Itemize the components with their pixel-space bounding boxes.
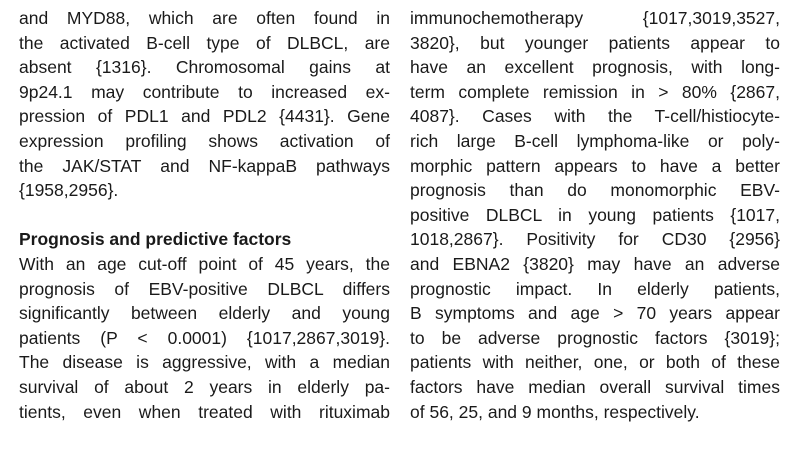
text-line: prognosis of EBV-positive DLBCL differs xyxy=(19,278,390,299)
text-line: prognostic impact. In elderly patients, xyxy=(410,278,780,299)
text-line: the activated B-cell type of DLBCL, are xyxy=(19,32,390,53)
text-line: pression of PDL1 and PDL2 {4431}. Gene xyxy=(19,106,390,127)
text-line: 3820}, but younger patients appear to xyxy=(410,32,780,53)
text-line: and EBNA2 {3820} may have an adverse xyxy=(410,253,780,274)
text-line: to be adverse prognostic factors {3019}; xyxy=(410,327,780,348)
paragraph-gap xyxy=(19,203,390,228)
text-line: significantly between elderly and young xyxy=(19,303,390,324)
text-line: survival of about 2 years in elderly pa- xyxy=(19,376,390,397)
text-line: tients, even when treated with rituximab xyxy=(19,401,390,422)
text-line: {1958,2956}. xyxy=(19,180,119,201)
left-column xyxy=(19,6,390,424)
text-line: The disease is aggressive, with a median xyxy=(19,352,390,373)
text-line: factors have median overall survival times xyxy=(410,376,780,397)
text-line: have an excellent prognosis, with long- xyxy=(410,57,780,78)
text-line: B symptoms and age > 70 years appear xyxy=(410,303,780,324)
text-line: of 56, 25, and 9 months, respectively. xyxy=(410,401,700,422)
text-line: 9p24.1 may contribute to increased ex- xyxy=(19,81,390,102)
text-line: positive DLBCL in young patients {1017, xyxy=(410,204,780,225)
text-line: term complete remission in > 80% {2867, xyxy=(410,81,780,102)
paragraph-prognosis xyxy=(19,252,390,424)
text-line: absent {1316}. Chromosomal gains at xyxy=(19,57,390,78)
text-line: immunochemotherapy {1017,3019,3527, xyxy=(410,8,780,28)
text-line: 4087}. Cases with the T-cell/histiocyte- xyxy=(410,106,780,127)
text-line: expression profiling shows activation of xyxy=(19,130,390,151)
text-line: 1018,2867}. Positivity for CD30 {2956} xyxy=(410,229,780,250)
text-line: patients with neither, one, or both of these xyxy=(410,352,780,373)
text-line: morphic pattern appears to have a better xyxy=(410,155,780,176)
text-line: the JAK/STAT and NF-kappaB pathways xyxy=(19,155,390,176)
text-line: With an age cut-off point of 45 years, the xyxy=(19,253,390,274)
section-heading: Prognosis and predictive factors xyxy=(19,229,292,250)
text-line: prognosis than do monomorphic EBV- xyxy=(410,180,780,201)
right-column xyxy=(410,6,780,424)
text-line: patients (P < 0.0001) {1017,2867,3019}. xyxy=(19,327,390,348)
text-line: rich large B-cell lymphoma-like or poly- xyxy=(410,130,780,151)
text-line: and MYD88, which are often found in xyxy=(19,8,390,28)
paragraph-genetics xyxy=(19,6,390,203)
